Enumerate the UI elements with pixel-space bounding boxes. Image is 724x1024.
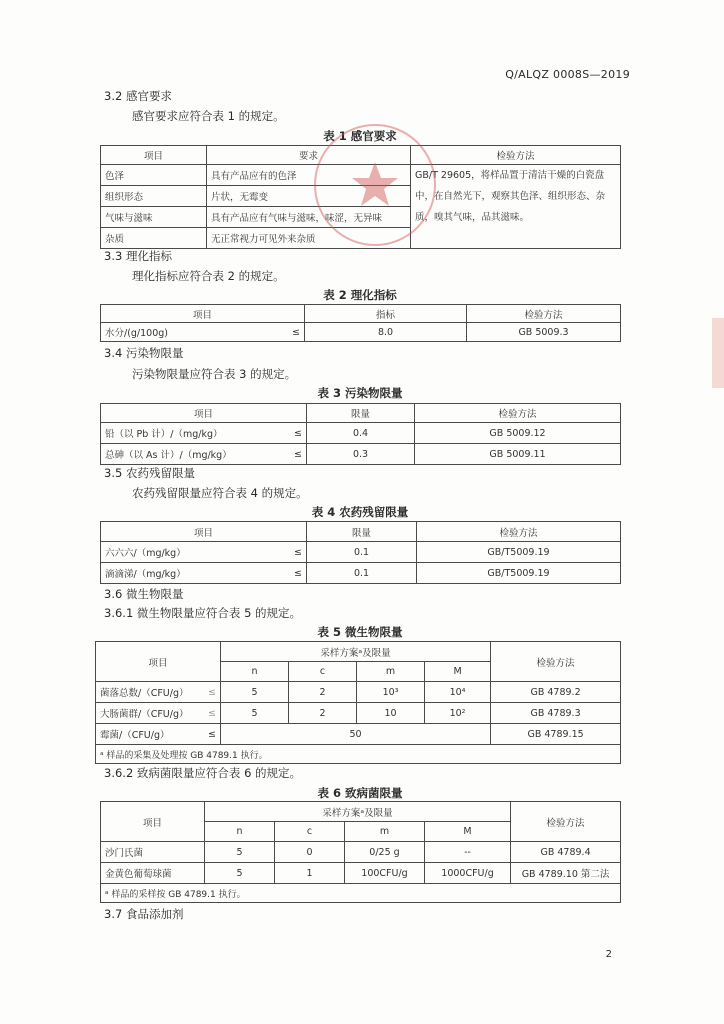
table-cell: GB/T5009.19 [417, 542, 621, 563]
table-cell: 0.4 [307, 423, 415, 444]
table-header: 采样方案ᵃ及限量 [221, 642, 491, 662]
table-1-sensory [100, 145, 621, 249]
table-header: 要求 [207, 146, 411, 165]
table-cell: GB 4789.3 [491, 703, 621, 724]
table-cell: 滴滴涕/（mg/kg） [101, 563, 281, 584]
table-cell: 金黄色葡萄球菌 [101, 863, 205, 884]
table-header: 项目 [101, 522, 307, 542]
table-cell: 100CFU/g [345, 863, 425, 884]
table-cell: 5 [205, 842, 275, 863]
table-cell: GB 4789.10 第二法 [511, 863, 621, 884]
table-cell: GB 5009.12 [415, 423, 621, 444]
table-header: 检验方法 [411, 146, 621, 165]
table-cell-operator: ≤ [279, 323, 305, 342]
table-cell-operator: ≤ [281, 444, 307, 465]
table-6-caption: 表 6 致病菌限量 [317, 786, 403, 800]
table-cell: GB 4789.4 [511, 842, 621, 863]
table-4-caption: 表 4 农药残留限量 [311, 505, 409, 519]
table-cell: 10⁴ [425, 682, 491, 703]
document-number: Q/ALQZ 0008S—2019 [505, 68, 630, 81]
table-3-contaminants [100, 403, 621, 465]
table-cell: 具有产品应有气味与滋味，味涩，无异味 [207, 207, 411, 228]
table-cell-operator: ≤ [196, 682, 221, 703]
table-header: 项目 [101, 305, 305, 323]
table-cell: -- [425, 842, 511, 863]
table-1-caption: 表 1 感官要求 [323, 129, 397, 143]
table-footnote: ᵃ 样品的采集及处理按 GB 4789.1 执行。 [96, 745, 621, 764]
table-cell: 水分/(g/100g) [101, 323, 279, 342]
table-6-pathogens [100, 801, 621, 903]
section-heading-3-2: 3.2 感官要求 [104, 89, 172, 103]
table-footnote: ᵃ 样品的采样按 GB 4789.1 执行。 [101, 884, 621, 903]
table-subheader: c [289, 662, 357, 682]
table-cell: 铅（以 Pb 计）/（mg/kg） [101, 423, 281, 444]
table-header: 检验方法 [491, 642, 621, 682]
table-cell: GB/T5009.19 [417, 563, 621, 584]
table-header: 限量 [307, 404, 415, 423]
table-cell: 5 [221, 682, 289, 703]
table-cell: 10 [357, 703, 425, 724]
table-5-caption: 表 5 微生物限量 [317, 625, 403, 639]
table-cell: 气味与滋味 [101, 207, 207, 228]
table-header: 指标 [305, 305, 467, 323]
table-header: 检验方法 [467, 305, 621, 323]
table-cell: 5 [205, 863, 275, 884]
table-header: 检验方法 [417, 522, 621, 542]
table-subheader: n [221, 662, 289, 682]
edge-stamp-mark [712, 318, 724, 388]
table-subheader: m [345, 822, 425, 842]
table-cell: 杂质 [101, 228, 207, 249]
table-cell: 霉菌/（CFU/g） [96, 724, 196, 745]
table-cell: GB 5009.11 [415, 444, 621, 465]
table-cell: 总砷（以 As 计）/（mg/kg） [101, 444, 281, 465]
table-subheader: M [425, 822, 511, 842]
table-cell: 六六六/（mg/kg） [101, 542, 281, 563]
table-cell-operator: ≤ [281, 423, 307, 444]
table-header: 检验方法 [511, 802, 621, 842]
table-cell: 0.1 [307, 542, 417, 563]
table-subheader: n [205, 822, 275, 842]
table-cell: 0/25 g [345, 842, 425, 863]
table-cell: 1000CFU/g [425, 863, 511, 884]
section-heading-3-4: 3.4 污染物限量 [104, 346, 184, 360]
section-paragraph-3-6-2: 3.6.2 致病菌限量应符合表 6 的规定。 [104, 766, 302, 780]
table-cell: 具有产品应有的色泽 [207, 165, 411, 186]
table-4-pesticides [100, 521, 621, 584]
section-heading-3-3: 3.3 理化指标 [104, 249, 172, 263]
table-cell-operator: ≤ [196, 724, 221, 745]
table-cell: 0.3 [307, 444, 415, 465]
page-number: 2 [605, 949, 612, 960]
table-cell: 组织形态 [101, 186, 207, 207]
table-cell: GB 5009.3 [467, 323, 621, 342]
table-cell: 1 [275, 863, 345, 884]
table-cell: 色泽 [101, 165, 207, 186]
table-subheader: c [275, 822, 345, 842]
table-2-caption: 表 2 理化指标 [323, 288, 397, 302]
table-cell: 2 [289, 703, 357, 724]
table-cell: 0 [275, 842, 345, 863]
table-cell: 片状，无霉变 [207, 186, 411, 207]
table-cell-operator: ≤ [281, 542, 307, 563]
section-heading-3-6: 3.6 微生物限量 [104, 587, 184, 601]
section-paragraph-3-5: 农药残留限量应符合表 4 的规定。 [132, 486, 308, 500]
section-heading-3-7: 3.7 食品添加剂 [104, 907, 184, 921]
section-paragraph-3-4: 污染物限量应符合表 3 的规定。 [132, 367, 297, 381]
table-cell: 沙门氏菌 [101, 842, 205, 863]
table-header: 限量 [307, 522, 417, 542]
section-paragraph-3-6-1: 3.6.1 微生物限量应符合表 5 的规定。 [104, 606, 302, 620]
table-subheader: m [357, 662, 425, 682]
table-header: 项目 [101, 404, 307, 423]
table-cell: 10² [425, 703, 491, 724]
table-header: 项目 [101, 146, 207, 165]
table-cell: 8.0 [305, 323, 467, 342]
table-header: 项目 [96, 642, 221, 682]
table-cell: GB 4789.15 [491, 724, 621, 745]
table-2-physchem [100, 304, 621, 342]
section-heading-3-5: 3.5 农药残留限量 [104, 466, 195, 480]
table-header: 采样方案ᵃ及限量 [205, 802, 511, 822]
table-header: 项目 [101, 802, 205, 842]
table-cell: 大肠菌群/（CFU/g） [96, 703, 196, 724]
table-cell: GB 4789.2 [491, 682, 621, 703]
table-cell: 5 [221, 703, 289, 724]
section-paragraph-3-2: 感官要求应符合表 1 的规定。 [132, 109, 285, 123]
table-cell: 50 [221, 724, 491, 745]
table-cell: 10³ [357, 682, 425, 703]
table-5-microbial [95, 641, 621, 764]
table-cell-operator: ≤ [281, 563, 307, 584]
table-cell-method: GB/T 29605，将样品置于清洁干燥的白瓷盘中，在自然光下，观察其色泽、组织形态、杂质，嗅其气味，品其滋味。 [411, 165, 621, 249]
table-cell: 0.1 [307, 563, 417, 584]
table-3-caption: 表 3 污染物限量 [317, 386, 403, 400]
table-cell: 无正常视力可见外来杂质 [207, 228, 411, 249]
section-paragraph-3-3: 理化指标应符合表 2 的规定。 [132, 269, 285, 283]
table-subheader: M [425, 662, 491, 682]
table-cell: 2 [289, 682, 357, 703]
table-header: 检验方法 [415, 404, 621, 423]
table-cell-operator: ≤ [196, 703, 221, 724]
table-cell: 菌落总数/（CFU/g） [96, 682, 196, 703]
